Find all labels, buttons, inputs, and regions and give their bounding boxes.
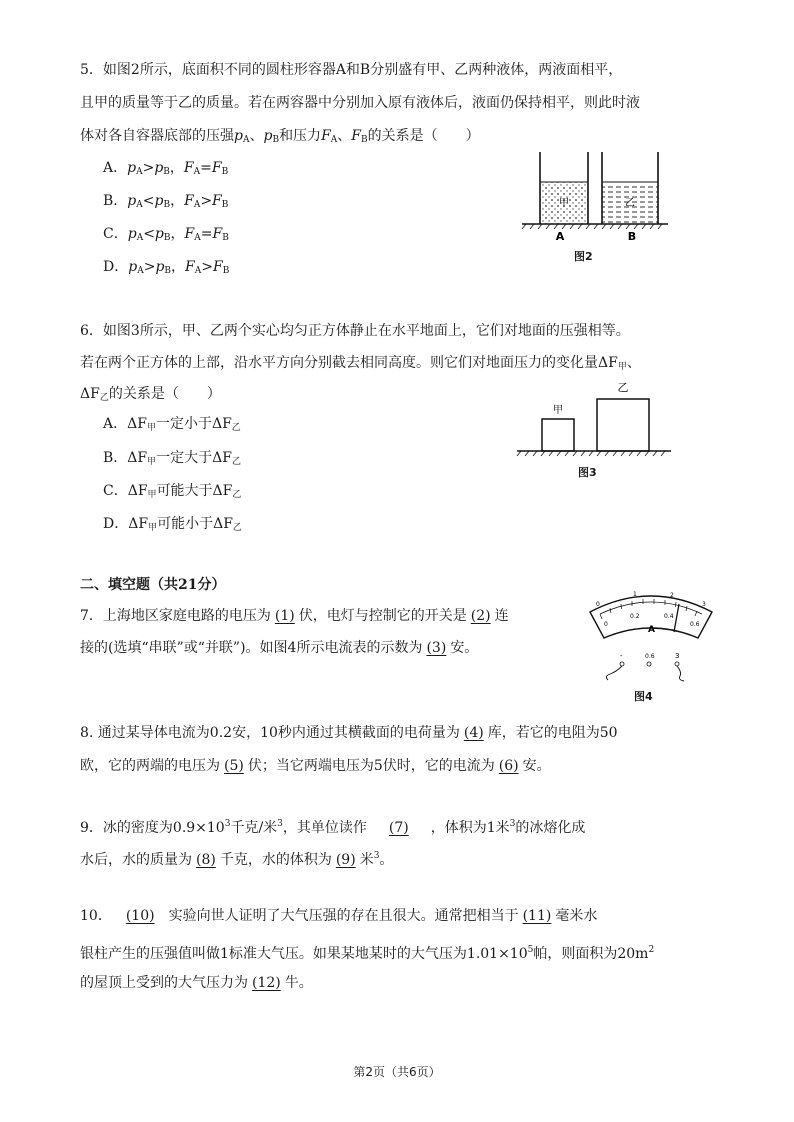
meter-bottom-tick-2: 0.4 (664, 613, 674, 620)
blank-7: (7) (388, 820, 409, 836)
blank-8: (8) (196, 852, 216, 868)
q10-line1: 10． (10) 实验向世人证明了大气压强的存在且很大。通常把相当于 (11) 毫米水 (80, 908, 598, 924)
blank-3: (3) (426, 640, 447, 656)
q8-line2: 欧，它的两端的电压为 (5) 伏；当它两端电压为5伏时，它的电流为 (6) 安。 (80, 758, 551, 774)
blank-12: (12) (252, 975, 281, 991)
q5-option-c: C．$p_A<p_B$，$F_A=F_B$ (103, 226, 229, 243)
q5-option-a: A．$p_A>p_B$，$F_A=F_B$ (103, 160, 229, 177)
fig2-label-jia: 甲 (559, 198, 569, 209)
meter-top-tick-2: 2 (670, 592, 674, 599)
figure-4-caption: 图4 (634, 690, 653, 703)
q5-line3: 体对各自容器底部的压强$p_A$、$p_B$和压力$F_A$、$F_B$的关系是（ ） (80, 128, 480, 145)
terminal-0-6: 0.6 (645, 653, 655, 660)
figure-4-ammeter (586, 588, 716, 682)
meter-bottom-tick-3: 0.6 (690, 621, 700, 628)
blank-2: (2) (470, 608, 491, 624)
meter-top-tick-1: 1 (633, 591, 637, 598)
q5-line1: 5．如图2所示，底面积不同的圆柱形容器A和B分别盛有甲、乙两种液体，两液面相平， (80, 62, 623, 78)
page-footer: 第2页（共6页） (353, 1065, 441, 1079)
fig2-label-yi: 乙 (625, 198, 635, 209)
blank-1: (1) (274, 608, 295, 624)
q6-option-b: B．$\Delta F_甲$一定大于$\Delta F_乙$ (103, 450, 241, 467)
q9-line1: 9．冰的密度为$0.9\times 10^3$千克/米$^3$，其单位读作 (7) ，体积为1米$^3$的冰熔化成 (80, 819, 586, 836)
q6-line1: 6．如图3所示，甲、乙两个实心均匀正方体静止在水平地面上，它们对地面的压强相等。 (80, 323, 630, 339)
q7-line2: 接的(选填“串联”或“并联”)。如图4所示电流表的示数为 (3) 安。 (80, 640, 479, 656)
q7-line1: 7．上海地区家庭电路的电压为 (1) 伏，电灯与控制它的开关是 (2) 连 (80, 608, 509, 624)
blank-9: (9) (335, 852, 356, 868)
q10-line3: 的屋顶上受到的大气压力为 (12) 牛。 (80, 975, 313, 991)
blank-4: (4) (463, 725, 484, 741)
terminal-minus: - (620, 652, 623, 660)
figure-3-caption: 图3 (578, 466, 597, 479)
blank-5: (5) (224, 758, 244, 774)
fig3-label-yi: 乙 (617, 381, 629, 394)
section-title: 二、填空题（共21分） (80, 577, 226, 593)
cube-yi (597, 399, 649, 451)
q6-option-a: A．$\Delta F_甲$一定小于$\Delta F_乙$ (103, 416, 241, 433)
blank-11: (11) (522, 908, 552, 924)
figure-2-caption: 图2 (574, 250, 593, 263)
fig2-label-a: A (555, 230, 565, 243)
figure-3-cubes (515, 375, 675, 460)
q8-line1: 8. 通过某导体电流为0.2安，10秒内通过其横截面的电荷量为 (4) 库，若它的电阻为50 (80, 725, 618, 741)
q9-line2: 水后，水的质量为 (8) 千克，水的体积为 (9) 米$^3$。 (80, 851, 394, 868)
q10-line2: 银柱产生的压强值叫做1标准大气压。如果某地某时的大气压为$1.01\times 10^5$帕，则面积为$20m^2$ (80, 945, 655, 962)
q6-option-c: C．$\Delta F_甲$可能大于$\Delta F_乙$ (103, 483, 242, 500)
q5-option-b: B．$p_A<p_B$，$F_A>F_B$ (103, 193, 229, 210)
meter-bottom-tick-1: 0.2 (630, 613, 640, 620)
q5-line2: 且甲的质量等于乙的质量。若在两容器中分别加入原有液体后，液面仍保持相平，则此时液 (80, 95, 640, 111)
q6-option-d: D．$\Delta F_甲$可能小于$\Delta F_乙$ (103, 516, 242, 533)
fig3-label-jia: 甲 (553, 405, 563, 416)
blank-6: (6) (498, 758, 519, 774)
q6-line3: $\Delta F_乙$的关系是（ ） (80, 386, 221, 403)
fig2-label-b: B (627, 230, 637, 243)
q5-option-d: D．$p_A>p_B$，$F_A>F_B$ (103, 259, 230, 276)
cube-jia (542, 419, 574, 451)
meter-top-tick-3: 3 (702, 601, 706, 608)
terminal-3: 3 (675, 652, 680, 660)
figure-2-containers (520, 150, 670, 245)
meter-top-tick-0: 0 (596, 601, 600, 608)
meter-unit: A (648, 625, 655, 635)
blank-10: (10) (125, 908, 155, 924)
meter-bottom-tick-0: 0 (604, 621, 608, 628)
q6-line2: 若在两个正方体的上部，沿水平方向分别截去相同高度。则它们对地面压力的变化量$\Delta F_甲$、 (80, 355, 641, 372)
